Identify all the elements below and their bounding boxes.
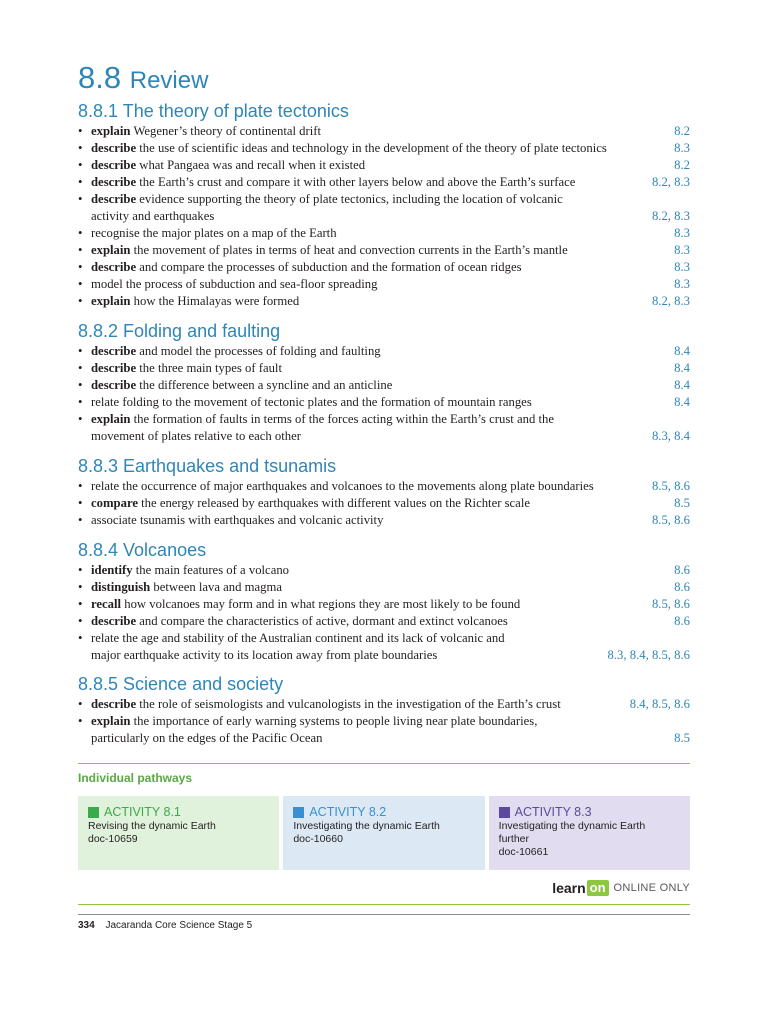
outcome-list xyxy=(78,343,690,445)
section-heading: 8.8.2 Folding and faulting xyxy=(78,321,281,341)
outcome-text: the importance of early warning systems to people living near plate boundaries, xyxy=(133,714,538,728)
learnon-logo-on: on xyxy=(587,880,609,896)
topic-reference: 8.3 xyxy=(670,225,690,242)
bullet-icon: • xyxy=(78,496,83,510)
outcome-item xyxy=(78,377,690,394)
outcome-text: recognise the major plates on a map of the Earth xyxy=(91,226,337,240)
outcome-item xyxy=(78,360,690,377)
bullet-icon: • xyxy=(78,277,83,291)
bullet-icon: • xyxy=(78,294,83,308)
outcome-item xyxy=(78,495,690,512)
activity-square-icon xyxy=(88,807,99,818)
topic-reference: 8.2, 8.3 xyxy=(648,174,690,191)
outcome-text-line xyxy=(91,259,680,276)
topic-reference: 8.2, 8.3 xyxy=(648,208,690,225)
topic-reference: 8.5 xyxy=(670,730,690,747)
outcome-text-line xyxy=(91,123,680,140)
outcome-text-line xyxy=(91,428,680,445)
page-footer xyxy=(78,920,252,931)
outcome-item xyxy=(78,191,690,225)
bullet-icon: • xyxy=(78,243,83,257)
outcome-verb: recall xyxy=(91,597,122,611)
activity-card[interactable] xyxy=(283,796,484,870)
footer-divider-lower xyxy=(78,914,690,915)
outcome-text: the energy released by earthquakes with different values on the Richter scale xyxy=(141,496,530,510)
book-title: Jacaranda Core Science Stage 5 xyxy=(105,920,253,931)
outcome-text: the main features of a volcano xyxy=(135,563,290,577)
outcome-text: and compare the characteristics of active, dormant and extinct volcanoes xyxy=(139,614,508,628)
outcome-text-line xyxy=(91,208,680,225)
topic-reference: 8.5, 8.6 xyxy=(648,596,690,613)
outcome-list xyxy=(78,696,690,747)
outcome-verb: describe xyxy=(91,192,137,206)
outcome-text-line xyxy=(91,579,680,596)
learnon-badge xyxy=(552,880,690,896)
outcome-text: the Earth’s crust and compare it with other layers below and above the Earth’s surface xyxy=(139,175,576,189)
outcome-text-line xyxy=(91,562,680,579)
topic-reference: 8.4 xyxy=(670,377,690,394)
topic-reference: 8.3, 8.4, 8.5, 8.6 xyxy=(604,647,690,664)
outcome-text: what Pangaea was and recall when it existed xyxy=(139,158,366,172)
outcome-text: the movement of plates in terms of heat and convection currents in the Earth’s mantle xyxy=(133,243,568,257)
outcome-verb: identify xyxy=(91,563,133,577)
topic-reference: 8.3, 8.4 xyxy=(648,428,690,445)
activity-heading xyxy=(88,804,269,820)
outcome-text-line xyxy=(91,713,680,730)
outcome-verb: describe xyxy=(91,158,137,172)
outcome-text-line xyxy=(91,478,680,495)
topic-reference: 8.2 xyxy=(670,157,690,174)
section-heading: 8.8.5 Science and society xyxy=(78,674,284,694)
outcome-item xyxy=(78,596,690,613)
review-section xyxy=(78,539,690,664)
topic-reference: 8.3 xyxy=(670,259,690,276)
bullet-icon: • xyxy=(78,697,83,711)
outcome-item xyxy=(78,174,690,191)
bullet-icon: • xyxy=(78,479,83,493)
outcome-verb: describe xyxy=(91,378,137,392)
title-number: 8.8 xyxy=(78,60,122,95)
outcome-verb: describe xyxy=(91,344,137,358)
outcome-text-line xyxy=(91,343,680,360)
outcome-text: activity and earthquakes xyxy=(91,209,215,223)
outcome-item xyxy=(78,579,690,596)
pathways-top-divider xyxy=(78,763,690,764)
outcome-text: movement of plates relative to each other xyxy=(91,429,301,443)
outcome-text-line xyxy=(91,630,680,647)
outcome-verb: explain xyxy=(91,124,131,138)
outcome-text-line xyxy=(91,596,680,613)
outcome-text-line xyxy=(91,613,680,630)
outcome-text-line xyxy=(91,140,680,157)
activity-card[interactable] xyxy=(489,796,690,870)
topic-reference: 8.4 xyxy=(670,343,690,360)
outcome-text: model the process of subduction and sea-floor spreading xyxy=(91,277,378,291)
activity-card[interactable] xyxy=(78,796,279,870)
outcome-item xyxy=(78,630,690,664)
outcome-item xyxy=(78,157,690,174)
topic-reference: 8.6 xyxy=(670,579,690,596)
bullet-icon: • xyxy=(78,395,83,409)
activity-detail: doc-10660 xyxy=(293,833,343,845)
outcome-verb: describe xyxy=(91,361,137,375)
outcome-text: the use of scientific ideas and technology in the development of the theory of plate tectonics xyxy=(139,141,607,155)
outcome-verb: describe xyxy=(91,697,137,711)
outcome-text-line xyxy=(91,696,680,713)
outcome-text: how volcanoes may form and in what regions they are most likely to be found xyxy=(124,597,521,611)
outcome-text: and model the processes of folding and faulting xyxy=(139,344,381,358)
page-number: 334 xyxy=(78,920,95,931)
topic-reference: 8.3 xyxy=(670,140,690,157)
outcome-text: the role of seismologists and vulcanologists in the investigation of the Earth’s crust xyxy=(139,697,561,711)
activity-heading xyxy=(293,804,474,820)
outcome-list xyxy=(78,123,690,310)
outcome-item xyxy=(78,259,690,276)
outcome-text: relate the age and stability of the Australian continent and its lack of volcanic and xyxy=(91,631,505,645)
bullet-icon: • xyxy=(78,226,83,240)
review-section xyxy=(78,673,690,747)
bullet-icon: • xyxy=(78,141,83,155)
bullet-icon: • xyxy=(78,158,83,172)
topic-reference: 8.4, 8.5, 8.6 xyxy=(626,696,690,713)
outcome-list xyxy=(78,562,690,664)
outcome-verb: describe xyxy=(91,260,137,274)
footer-divider-upper xyxy=(78,904,690,905)
outcome-text-line xyxy=(91,394,680,411)
topic-reference: 8.5 xyxy=(670,495,690,512)
outcome-text: evidence supporting the theory of plate tectonics, including the location of volcanic xyxy=(139,192,563,206)
outcome-text: and compare the processes of subduction and the formation of ocean ridges xyxy=(139,260,522,274)
outcome-item xyxy=(78,123,690,140)
outcome-verb: explain xyxy=(91,294,131,308)
outcome-text-line xyxy=(91,495,680,512)
review-section xyxy=(78,455,690,529)
outcome-list xyxy=(78,478,690,529)
outcome-text-line xyxy=(91,276,680,293)
bullet-icon: • xyxy=(78,563,83,577)
activity-detail: Investigating the dynamic Earth xyxy=(498,820,646,832)
activity-detail: Revising the dynamic Earth xyxy=(88,820,216,832)
activity-label: ACTIVITY 8.3 xyxy=(514,805,592,819)
outcome-verb: explain xyxy=(91,243,131,257)
bullet-icon: • xyxy=(78,631,83,645)
activity-detail: doc-10661 xyxy=(498,846,549,858)
outcome-item xyxy=(78,562,690,579)
bullet-icon: • xyxy=(78,260,83,274)
outcome-text: the difference between a syncline and an anticline xyxy=(139,378,393,392)
outcome-text: the formation of faults in terms of the forces acting within the Earth’s crust and the xyxy=(133,412,554,426)
outcome-text: how the Himalayas were formed xyxy=(133,294,300,308)
topic-reference: 8.2 xyxy=(670,123,690,140)
bullet-icon: • xyxy=(78,714,83,728)
topic-reference: 8.6 xyxy=(670,613,690,630)
learnon-logo-learn: learn xyxy=(552,880,586,896)
outcome-verb: explain xyxy=(91,714,131,728)
outcome-text-line xyxy=(91,191,680,208)
bullet-icon: • xyxy=(78,614,83,628)
outcome-text-line xyxy=(91,174,680,191)
outcome-item xyxy=(78,613,690,630)
topic-reference: 8.2, 8.3 xyxy=(648,293,690,310)
activity-square-icon xyxy=(499,807,510,818)
outcome-verb: distinguish xyxy=(91,580,151,594)
topic-reference: 8.3 xyxy=(670,242,690,259)
outcome-text: between lava and magma xyxy=(153,580,283,594)
outcome-item xyxy=(78,225,690,242)
outcome-text: relate the occurrence of major earthquakes and volcanoes to the movements along plate boundaries xyxy=(91,479,594,493)
bullet-icon: • xyxy=(78,513,83,527)
outcome-item xyxy=(78,512,690,529)
activity-label: ACTIVITY 8.1 xyxy=(104,805,181,819)
bullet-icon: • xyxy=(78,344,83,358)
activities-row xyxy=(78,796,690,870)
outcome-item xyxy=(78,478,690,495)
topic-reference: 8.4 xyxy=(670,394,690,411)
activity-square-icon xyxy=(293,807,304,818)
topic-reference: 8.5, 8.6 xyxy=(648,478,690,495)
outcome-text-line xyxy=(91,242,680,259)
bullet-icon: • xyxy=(78,597,83,611)
outcome-text-line xyxy=(91,512,680,529)
outcome-item xyxy=(78,713,690,747)
topic-reference: 8.4 xyxy=(670,360,690,377)
title-word: Review xyxy=(129,67,209,94)
outcome-text: associate tsunamis with earthquakes and volcanic activity xyxy=(91,513,384,527)
outcome-text-line xyxy=(91,411,680,428)
bullet-icon: • xyxy=(78,361,83,375)
outcome-text: particularly on the edges of the Pacific Ocean xyxy=(91,731,323,745)
outcome-item xyxy=(78,343,690,360)
online-only-label: ONLINE ONLY xyxy=(613,882,690,894)
activity-label: ACTIVITY 8.2 xyxy=(309,805,387,819)
outcome-text: relate folding to the movement of tectonic plates and the formation of mountain ranges xyxy=(91,395,532,409)
review-section xyxy=(78,320,690,445)
outcome-item xyxy=(78,411,690,445)
activity-detail: doc-10659 xyxy=(88,833,138,845)
bullet-icon: • xyxy=(78,175,83,189)
outcome-item xyxy=(78,242,690,259)
outcome-text-line xyxy=(91,377,680,394)
bullet-icon: • xyxy=(78,192,83,206)
outcome-text: the three main types of fault xyxy=(139,361,282,375)
activity-detail: further xyxy=(498,833,530,845)
bullet-icon: • xyxy=(78,580,83,594)
topic-reference: 8.3 xyxy=(670,276,690,293)
outcome-text-line xyxy=(91,293,680,310)
section-heading: 8.8.3 Earthquakes and tsunamis xyxy=(78,456,337,476)
bullet-icon: • xyxy=(78,124,83,138)
bullet-icon: • xyxy=(78,412,83,426)
outcome-text: Wegener’s theory of continental drift xyxy=(133,124,322,138)
outcome-verb: describe xyxy=(91,614,137,628)
bullet-icon: • xyxy=(78,378,83,392)
pathways-title: Individual pathways xyxy=(78,771,193,785)
outcome-item xyxy=(78,276,690,293)
outcome-item xyxy=(78,696,690,713)
outcome-text-line xyxy=(91,225,680,242)
section-heading: 8.8.1 The theory of plate tectonics xyxy=(78,101,349,121)
activity-heading xyxy=(499,804,680,820)
outcome-item xyxy=(78,394,690,411)
outcome-item xyxy=(78,293,690,310)
topic-reference: 8.6 xyxy=(670,562,690,579)
outcome-text-line xyxy=(91,157,680,174)
outcome-text-line xyxy=(91,360,680,377)
outcome-verb: describe xyxy=(91,141,137,155)
page-title xyxy=(78,58,208,101)
outcome-text-line xyxy=(91,647,680,664)
outcome-verb: explain xyxy=(91,412,131,426)
outcome-item xyxy=(78,140,690,157)
review-section xyxy=(78,100,690,310)
activity-detail: Investigating the dynamic Earth xyxy=(293,820,440,832)
section-heading: 8.8.4 Volcanoes xyxy=(78,540,207,560)
outcome-text: major earthquake activity to its location away from plate boundaries xyxy=(91,648,438,662)
topic-reference: 8.5, 8.6 xyxy=(648,512,690,529)
outcome-verb: describe xyxy=(91,175,137,189)
outcome-text-line xyxy=(91,730,680,747)
outcome-verb: compare xyxy=(91,496,138,510)
